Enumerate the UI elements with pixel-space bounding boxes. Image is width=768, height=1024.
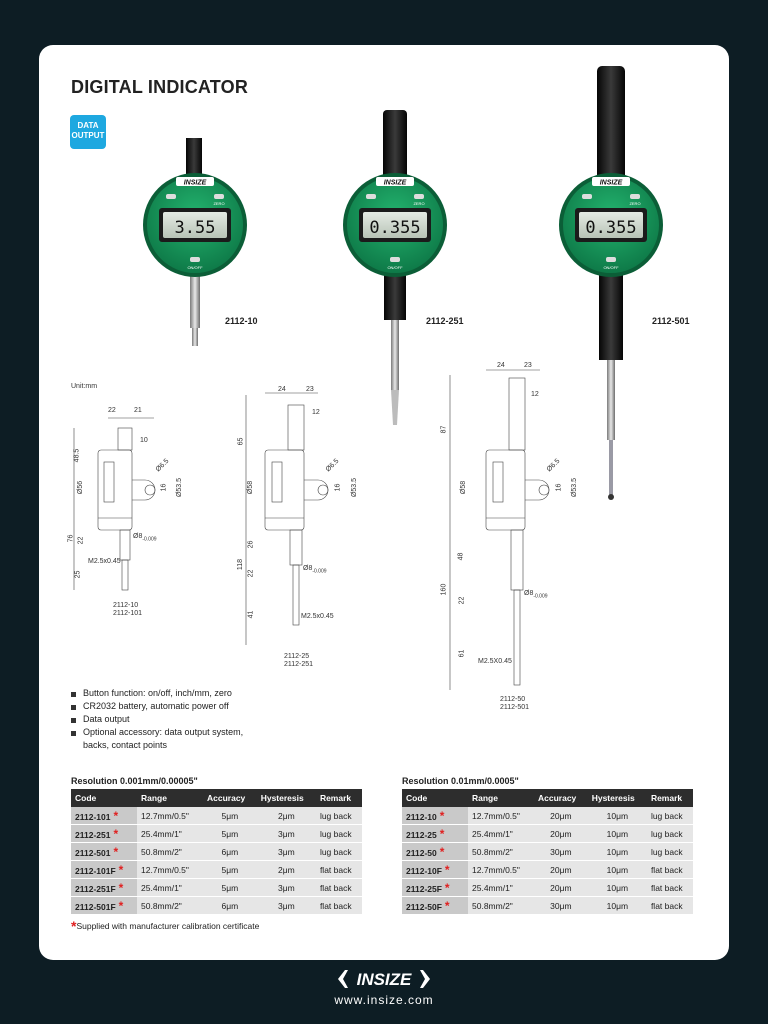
col-header: Range — [468, 789, 534, 807]
range-cell — [468, 897, 534, 915]
asterisk-icon: * — [113, 808, 119, 823]
col-header: Accuracy — [203, 789, 257, 807]
table-row — [71, 897, 362, 915]
accuracy-cell — [203, 843, 257, 861]
dim-label: Ø6.5 — [154, 457, 171, 474]
code-cell-text: 2112-501F — [75, 901, 116, 912]
indicator-2112-10 — [143, 138, 247, 346]
brand-text-1: INSIZE — [183, 179, 207, 187]
table-row — [71, 879, 362, 897]
dim-label: 25 — [74, 570, 82, 579]
dim-label: 22 — [247, 569, 255, 578]
onoff-label-3: ON/OFF — [603, 265, 619, 270]
remark-cell-text: lug back — [319, 846, 352, 857]
dim-label: M2.5x0.45 — [301, 613, 334, 620]
hysteresis-cell-text: 3μm — [277, 900, 295, 911]
hysteresis-cell — [257, 897, 316, 915]
code-cell-text: 2112-501 — [75, 847, 111, 858]
col-header: Remark — [647, 789, 693, 807]
hysteresis-cell — [257, 843, 316, 861]
drawing-model-label: 2112-101 — [113, 610, 143, 617]
accuracy-cell-text: 5μm — [221, 882, 239, 893]
resolution-label-2: Resolution 0.01mm/0.0005" — [402, 776, 519, 786]
hysteresis-cell-text: 3μm — [277, 846, 295, 857]
code-cell-text: 2112-50 — [406, 847, 437, 858]
hysteresis-cell — [257, 861, 316, 879]
col-header: Hysteresis — [588, 789, 647, 807]
calibration-footnote — [71, 918, 259, 934]
dim-label: 48.5 — [73, 448, 81, 463]
cap — [186, 138, 202, 178]
dim-label: 21 — [134, 407, 142, 414]
range-cell-text: 50.8mm/2" — [141, 846, 182, 857]
table-row — [402, 861, 693, 879]
table-row — [71, 807, 362, 825]
code-cell — [402, 807, 468, 825]
technical-drawings — [0, 350, 768, 710]
dim-label: 48 — [457, 552, 465, 561]
remark-cell — [647, 879, 693, 897]
accuracy-cell-text: 20μm — [550, 828, 572, 839]
dim-label: 22 — [77, 536, 85, 545]
dim-label: Ø56 — [77, 480, 85, 495]
lcd-value-3: 0.355 — [585, 218, 637, 238]
col-header: Hysteresis — [257, 789, 316, 807]
remark-cell-text: flat back — [650, 882, 683, 893]
onoff-label-1: ON/OFF — [187, 265, 203, 270]
drawing-model-label: 2112-501 — [500, 704, 530, 711]
feature-item: Data output — [71, 713, 243, 726]
remark-cell-text: lug back — [650, 810, 683, 821]
accuracy-cell — [534, 861, 588, 879]
range-cell-text: 25.4mm/1" — [472, 882, 513, 893]
range-cell — [137, 879, 203, 897]
hysteresis-cell-text: 3μm — [277, 828, 295, 839]
hysteresis-cell-text: 10μm — [606, 900, 629, 911]
code-cell-text: 2112-10F — [406, 865, 442, 876]
asterisk-icon: * — [439, 826, 445, 841]
range-cell-text: 12.7mm/0.5" — [472, 810, 520, 821]
code-cell — [71, 843, 137, 861]
col-header: Accuracy — [534, 789, 588, 807]
code-cell — [71, 861, 137, 879]
asterisk-icon: * — [444, 862, 450, 877]
code-cell-text: 2112-25F — [406, 883, 442, 894]
dim-label: 12 — [531, 391, 539, 398]
range-cell — [137, 861, 203, 879]
remark-cell — [647, 843, 693, 861]
code-cell — [402, 897, 468, 915]
remark-cell — [316, 861, 362, 879]
dim-label: 26 — [247, 540, 255, 549]
accuracy-cell — [203, 807, 257, 825]
code-cell — [402, 843, 468, 861]
page-title: DIGITAL INDICATOR — [71, 77, 249, 97]
accuracy-cell-text: 6μm — [221, 900, 239, 911]
range-cell-text: 25.4mm/1" — [472, 828, 513, 839]
dim-label: 16 — [555, 483, 563, 492]
range-cell-text: 50.8mm/2" — [141, 900, 182, 911]
asterisk-icon: * — [118, 880, 124, 895]
range-cell — [468, 843, 534, 861]
accuracy-cell-text: 5μm — [221, 864, 239, 875]
table-row — [402, 843, 693, 861]
table-row — [71, 825, 362, 843]
col-header: Code — [402, 789, 468, 807]
accuracy-cell-text: 30μm — [550, 846, 572, 857]
stem — [384, 270, 406, 320]
code-cell — [402, 825, 468, 843]
accuracy-cell-text: 6μm — [221, 846, 239, 857]
table-row — [402, 879, 693, 897]
accuracy-cell-text: 20μm — [550, 882, 572, 893]
hysteresis-cell-text: 2μm — [277, 864, 295, 875]
remark-cell-text: lug back — [319, 828, 352, 839]
code-cell-text: 2112-50F — [406, 901, 442, 912]
insize-logo — [336, 968, 432, 990]
range-cell-text: 25.4mm/1" — [141, 882, 182, 893]
model-label-1: 2112-10 — [225, 316, 258, 326]
dim-label: $Ø8_{-0.009}$ — [133, 533, 157, 543]
cap — [383, 110, 407, 180]
hysteresis-cell — [257, 807, 316, 825]
table-row — [71, 843, 362, 861]
zero-label-3: ZERO — [629, 201, 641, 206]
model-label-2: 2112-251 — [426, 316, 464, 326]
hysteresis-cell-text: 10μm — [606, 864, 629, 875]
hysteresis-cell — [588, 861, 647, 879]
feature-list — [71, 687, 243, 752]
dim-label: 12 — [312, 409, 320, 416]
range-cell-text: 25.4mm/1" — [141, 828, 182, 839]
asterisk-icon: * — [118, 862, 124, 877]
lcd-value-1: 3.55 — [174, 218, 216, 238]
model-label-3: 2112-501 — [652, 316, 690, 326]
table-row — [402, 807, 693, 825]
accuracy-cell — [534, 807, 588, 825]
range-cell-text: 12.7mm/0.5" — [141, 810, 189, 821]
website-url: www.insize.com — [334, 993, 434, 1007]
hysteresis-cell-text: 10μm — [606, 882, 629, 893]
asterisk-icon: * — [118, 898, 124, 913]
accuracy-cell-text: 5μm — [221, 828, 239, 839]
asterisk-icon: * — [439, 844, 445, 859]
asterisk-icon: * — [113, 826, 119, 841]
code-cell-text: 2112-251 — [75, 829, 111, 840]
hysteresis-cell — [588, 825, 647, 843]
code-cell — [402, 861, 468, 879]
table-row — [71, 861, 362, 879]
logo-text: INSIZE — [356, 970, 412, 989]
dim-label: Ø6.5 — [545, 457, 562, 474]
accuracy-cell — [203, 825, 257, 843]
hysteresis-cell — [257, 825, 316, 843]
resolution-label-1: Resolution 0.001mm/0.00005" — [71, 776, 198, 786]
accuracy-cell — [203, 861, 257, 879]
hysteresis-cell — [588, 843, 647, 861]
dim-label: 76 — [67, 534, 75, 543]
badge-line-1: DATA — [77, 121, 99, 130]
dim-label: 23 — [306, 386, 314, 393]
remark-cell-text: lug back — [650, 846, 683, 857]
zero-label-2: ZERO — [413, 201, 425, 206]
accuracy-cell — [203, 897, 257, 915]
dim-label: 22 — [108, 407, 116, 414]
col-header: Code — [71, 789, 137, 807]
hysteresis-cell-text: 10μm — [606, 846, 629, 857]
remark-cell — [647, 897, 693, 915]
accuracy-cell-text: 5μm — [221, 810, 239, 821]
range-cell — [137, 825, 203, 843]
remark-cell — [316, 807, 362, 825]
brand-text-2: INSIZE — [383, 179, 407, 187]
dim-label: 24 — [278, 386, 286, 393]
hysteresis-cell-text: 10μm — [606, 810, 629, 821]
table-row — [402, 897, 693, 915]
dim-label: 16 — [160, 483, 168, 492]
range-cell — [468, 807, 534, 825]
range-cell — [137, 897, 203, 915]
remark-cell-text: flat back — [319, 882, 352, 893]
hysteresis-cell — [588, 807, 647, 825]
hysteresis-cell-text: 2μm — [277, 810, 295, 821]
dim-label: 22 — [458, 596, 466, 605]
onoff-label-2: ON/OFF — [387, 265, 403, 270]
cap — [597, 66, 625, 181]
range-cell-text: 12.7mm/0.5" — [141, 864, 189, 875]
dim-label: Ø58 — [247, 480, 255, 495]
stem — [599, 270, 623, 360]
accuracy-cell — [534, 879, 588, 897]
dim-label: Ø53.5 — [176, 477, 184, 498]
hysteresis-cell — [257, 879, 316, 897]
dim-label: Ø53.5 — [351, 477, 359, 498]
dim-label: 61 — [458, 649, 466, 658]
remark-cell-text: flat back — [319, 864, 352, 875]
remark-cell — [316, 879, 362, 897]
accuracy-cell-text: 20μm — [550, 864, 572, 875]
dim-label: $Ø8_{-0.009}$ — [524, 590, 548, 600]
drawing-model-label: 2112-251 — [284, 661, 314, 668]
asterisk-icon: * — [444, 898, 450, 913]
asterisk-icon: * — [439, 808, 445, 823]
code-cell-text: 2112-251F — [75, 883, 116, 894]
dim-label: 16 — [334, 483, 342, 492]
spec-table-2 — [402, 789, 693, 915]
zero-label-1: ZERO — [213, 201, 225, 206]
dim-label: 23 — [524, 362, 532, 369]
range-cell-text: 50.8mm/2" — [472, 846, 513, 857]
dim-label: 65 — [237, 437, 245, 446]
remark-cell-text: flat back — [650, 864, 683, 875]
dim-label: $Ø8_{-0.009}$ — [303, 565, 327, 575]
dim-label: 118 — [237, 558, 245, 571]
accuracy-cell — [534, 825, 588, 843]
range-cell — [468, 861, 534, 879]
asterisk-icon: * — [444, 880, 450, 895]
remark-cell — [316, 843, 362, 861]
footnote-text: Supplied with manufacturer calibration certificate — [76, 921, 260, 931]
lcd-value-2: 0.355 — [369, 218, 421, 238]
range-cell — [468, 825, 534, 843]
dim-label: 10 — [140, 437, 148, 444]
remark-cell — [647, 807, 693, 825]
feature-item: CR2032 battery, automatic power off — [71, 700, 243, 713]
badge-line-2: OUTPUT — [71, 131, 105, 140]
dim-label: Ø6.5 — [324, 457, 341, 474]
remark-cell — [647, 825, 693, 843]
code-cell-text: 2112-101F — [75, 865, 116, 876]
accuracy-cell-text: 30μm — [550, 900, 572, 911]
accuracy-cell — [203, 879, 257, 897]
table-header-row — [71, 789, 362, 807]
col-header: Remark — [316, 789, 362, 807]
accuracy-cell-text: 20μm — [550, 810, 572, 821]
hysteresis-cell-text: 10μm — [606, 828, 629, 839]
accuracy-cell — [534, 897, 588, 915]
drawing-model-label: 2112-25 — [284, 653, 310, 660]
code-cell — [402, 879, 468, 897]
dim-label: M2.5X0.45 — [478, 658, 512, 665]
code-cell — [71, 879, 137, 897]
range-cell — [137, 807, 203, 825]
spindle — [192, 328, 198, 346]
remark-cell — [647, 861, 693, 879]
remark-cell-text: flat back — [319, 900, 352, 911]
dim-label: 87 — [440, 425, 448, 434]
table-row — [402, 825, 693, 843]
dim-label: Ø58 — [460, 480, 468, 495]
hysteresis-cell — [588, 897, 647, 915]
range-cell — [468, 879, 534, 897]
brand-text-3: INSIZE — [599, 179, 623, 187]
code-cell-text: 2112-10 — [406, 811, 437, 822]
asterisk-icon: * — [71, 918, 77, 934]
feature-item: Button function: on/off, inch/mm, zero — [71, 687, 243, 700]
remark-cell-text: flat back — [650, 900, 683, 911]
dim-label: 24 — [497, 362, 505, 369]
range-cell-text: 50.8mm/2" — [472, 900, 513, 911]
accuracy-cell — [534, 843, 588, 861]
code-cell-text: 2112-25 — [406, 829, 437, 840]
remark-cell — [316, 825, 362, 843]
drawing-2112-25 — [246, 393, 328, 645]
feature-item-continuation: backs, contact points — [83, 740, 168, 750]
range-cell — [137, 843, 203, 861]
unit-label: Unit:mm — [71, 383, 98, 390]
feature-item: Optional accessory: data output system, — [71, 726, 243, 739]
dim-label: 41 — [247, 610, 255, 619]
table-header-row — [402, 789, 693, 807]
drawing-model-label: 2112-10 — [113, 602, 139, 609]
col-header: Range — [137, 789, 203, 807]
remark-cell-text: lug back — [319, 810, 352, 821]
remark-cell — [316, 897, 362, 915]
drawing-model-label: 2112-50 — [500, 696, 526, 703]
dim-label: Ø53.5 — [571, 477, 579, 498]
remark-cell-text: lug back — [650, 828, 683, 839]
spec-table-1 — [71, 789, 362, 915]
hysteresis-cell-text: 3μm — [277, 882, 295, 893]
hysteresis-cell — [588, 879, 647, 897]
dim-label: 160 — [440, 583, 448, 596]
asterisk-icon: * — [113, 844, 119, 859]
dim-label: M2.5x0.45 — [88, 558, 121, 565]
code-cell — [71, 807, 137, 825]
code-cell-text: 2112-101 — [75, 811, 111, 822]
drawing-2112-50 — [450, 370, 549, 690]
range-cell-text: 12.7mm/0.5" — [472, 864, 520, 875]
code-cell — [71, 897, 137, 915]
code-cell — [71, 825, 137, 843]
